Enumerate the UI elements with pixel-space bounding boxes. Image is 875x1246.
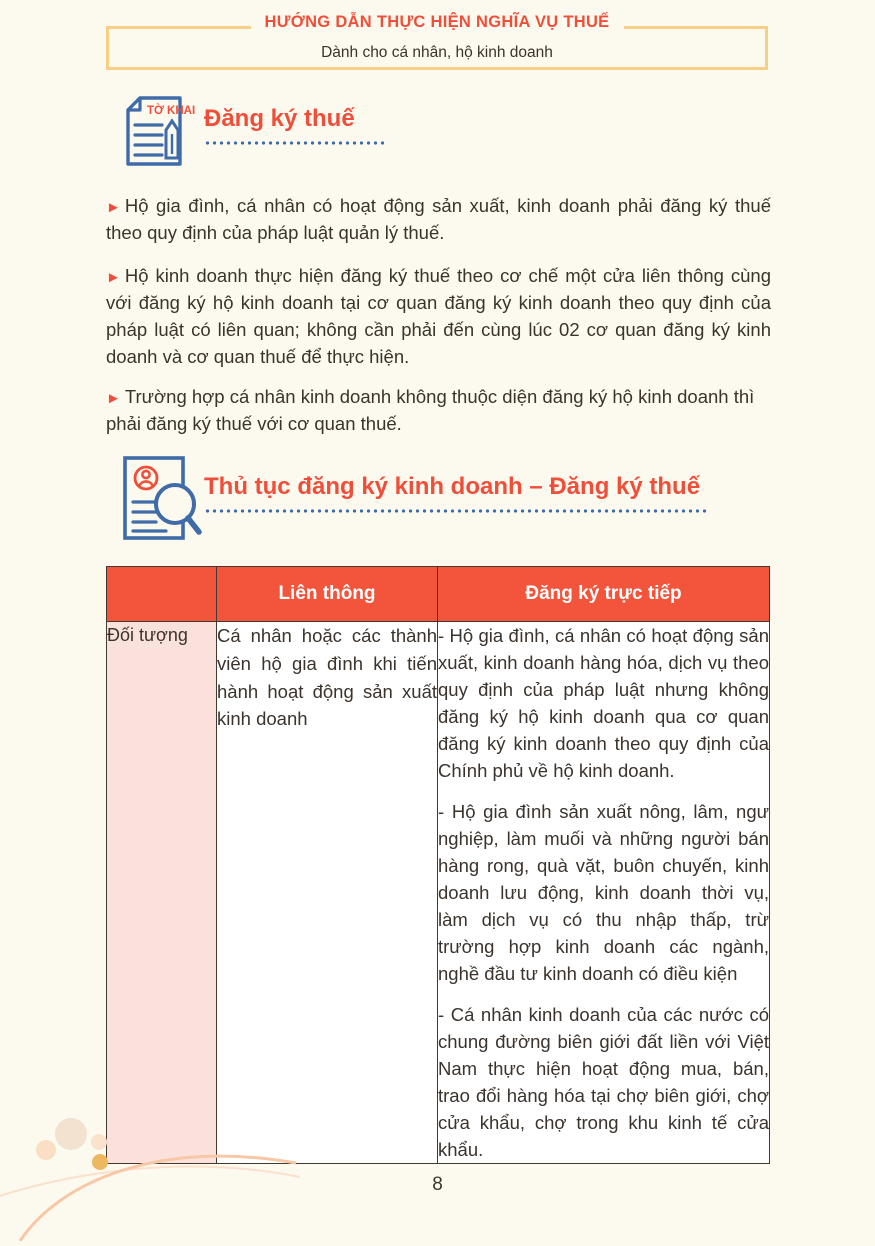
- section-heading-thu-tuc: [118, 452, 709, 549]
- section-underline-dots: [204, 141, 384, 145]
- paragraph-1: [106, 192, 771, 246]
- paragraph-1-text: Hộ gia đình, cá nhân có hoạt động sản xuất, kinh doanh phải đăng ký thuế theo quy định của pháp luật quản lý thuế.: [106, 195, 771, 243]
- page-number: 8: [432, 1174, 443, 1195]
- table-header-lien-thong: Liên thông: [217, 567, 438, 622]
- procedure-table: [106, 566, 770, 1164]
- page-title: HƯỚNG DẪN THỰC HIỆN NGHĨA VỤ THUẾ: [251, 13, 624, 32]
- table-header-row: [107, 567, 770, 622]
- section-heading-text-block: [204, 452, 709, 513]
- table-header-blank: [107, 567, 217, 622]
- section-heading-text-block: [204, 92, 384, 145]
- paragraph-2-text: Hộ kinh doanh thực hiện đăng ký thuế theo cơ chế một cửa liên thông cùng với đăng ký hộ kinh doanh tại cơ quan đăng ký kinh doanh theo quy định của pháp luật có liên quan; không cần phải đến cùng lúc 02 cơ quan đăng ký kinh doanh và cơ quan thuế để thực hiện.: [106, 265, 771, 367]
- section-title: Thủ tục đăng ký kinh doanh – Đăng ký thuế: [204, 473, 701, 500]
- table-row: [107, 622, 770, 1164]
- cell-paragraph-2: - Hộ gia đình sản xuất nông, lâm, ngư nghiệp, làm muối và những người bán hàng rong, quà vặt, buôn chuyến, kinh doanh lưu động, kinh doanh thời vụ, làm dịch vụ có thu nhập thấp, trừ trường hợp kinh doanh các ngành, nghề đầu tư kinh doanh có điều kiện: [438, 801, 769, 984]
- paragraph-3-text: Trường hợp cá nhân kinh doanh không thuộc diện đăng ký hộ kinh doanh thì phải đăng ký thuế với cơ quan thuế.: [106, 386, 755, 434]
- section-underline-dots: [204, 509, 709, 513]
- row-label-doi-tuong: Đối tượng: [107, 622, 217, 1164]
- paragraph-2: [106, 262, 771, 370]
- bullet-arrow-icon: ►: [106, 199, 121, 216]
- cell-paragraph-1: - Hộ gia đình, cá nhân có hoạt động sản xuất, kinh doanh hàng hóa, dịch vụ theo quy định của pháp luật nhưng không đăng ký hộ kinh doanh qua cơ quan đăng ký kinh doanh theo quy định của Chính phủ về hộ kinh doanh.: [438, 625, 769, 781]
- table-header-dang-ky-truc-tiep: Đăng ký trực tiếp: [438, 567, 770, 622]
- bullet-arrow-icon: ►: [106, 390, 121, 407]
- section-heading-dang-ky-thue: [118, 92, 384, 175]
- svg-text:TỜ KHAI: TỜ KHAI: [147, 105, 196, 117]
- cell-dang-ky-truc-tiep: [438, 622, 770, 1164]
- section-title: Đăng ký thuế: [204, 105, 355, 132]
- cell-lien-thong: Cá nhân hoặc các thành viên hộ gia đình khi tiến hành hoạt động sản xuất kinh doanh: [217, 622, 438, 1164]
- document-search-person-icon: [118, 452, 196, 549]
- paragraph-3: [106, 383, 771, 437]
- tax-declaration-document-icon: [118, 92, 196, 175]
- page-subtitle: Dành cho cá nhân, hộ kinh doanh: [321, 44, 553, 61]
- cell-paragraph-3: - Cá nhân kinh doanh của các nước có chung đường biên giới đất liền với Việt Nam thực hiện hoạt động mua, bán, trao đổi hàng hóa tại chợ biên giới, chợ cửa khẩu, chợ trong khu kinh tế cửa khẩu.: [438, 1004, 769, 1160]
- header-title-row: [106, 13, 768, 32]
- bullet-arrow-icon: ►: [106, 269, 121, 286]
